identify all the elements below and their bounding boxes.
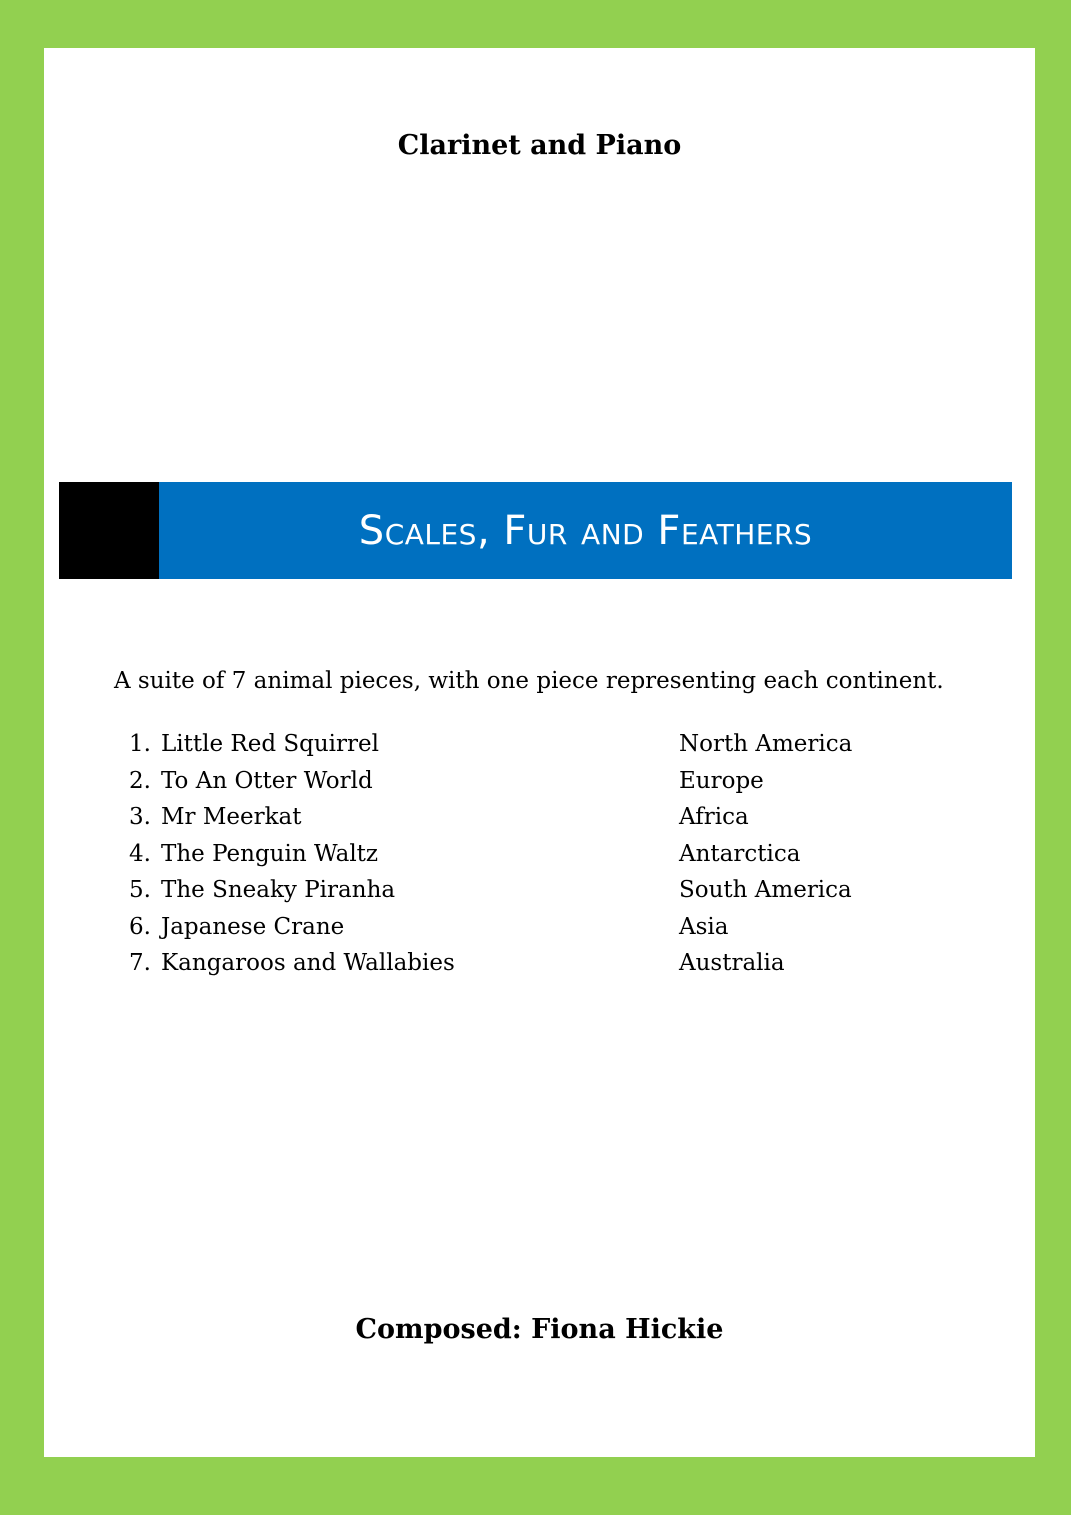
piece-title: The Penguin Waltz: [161, 840, 379, 867]
list-item: [114, 726, 974, 763]
piece-continent: Australia: [679, 950, 785, 976]
list-item: [114, 763, 974, 800]
piece-continent: North America: [679, 731, 853, 757]
piece-number: 6.: [129, 913, 151, 940]
composer-credit: Composed: Fiona Hickie: [355, 1314, 724, 1345]
piece-number: 1.: [129, 731, 151, 757]
piece-title: The Sneaky Piranha: [161, 877, 396, 903]
piece-list: [114, 726, 974, 982]
piece-title: Japanese Crane: [161, 913, 345, 940]
piece-number: 2.: [129, 767, 151, 794]
piece-continent: Asia: [679, 913, 729, 940]
score-cover-page: [44, 48, 1035, 1457]
piece-title: Mr Meerkat: [161, 804, 302, 830]
piece-number: 7.: [129, 950, 151, 976]
title-band-black-block: [59, 482, 159, 579]
title-band: [59, 482, 1012, 579]
suite-description: A suite of 7 animal pieces, with one piece representing each continent.: [114, 668, 944, 694]
piece-continent: Europe: [679, 767, 764, 794]
list-item: [114, 945, 974, 982]
piece-number: 3.: [129, 804, 151, 830]
piece-title: Little Red Squirrel: [161, 731, 379, 757]
piece-continent: South America: [679, 877, 852, 903]
list-item: [114, 872, 974, 909]
piece-number: 5.: [129, 877, 151, 903]
list-item: [114, 799, 974, 836]
piece-continent: Africa: [679, 804, 749, 830]
title-band-blue-block: [159, 482, 1012, 579]
instrumentation-heading: Clarinet and Piano: [397, 130, 682, 161]
piece-continent: Antarctica: [679, 840, 801, 867]
piece-number: 4.: [129, 840, 151, 867]
piece-title: To An Otter World: [161, 767, 373, 794]
piece-title: Kangaroos and Wallabies: [161, 950, 455, 976]
list-item: [114, 836, 974, 873]
list-item: [114, 909, 974, 946]
suite-title: Scales, Fur and Feathers: [358, 507, 813, 554]
